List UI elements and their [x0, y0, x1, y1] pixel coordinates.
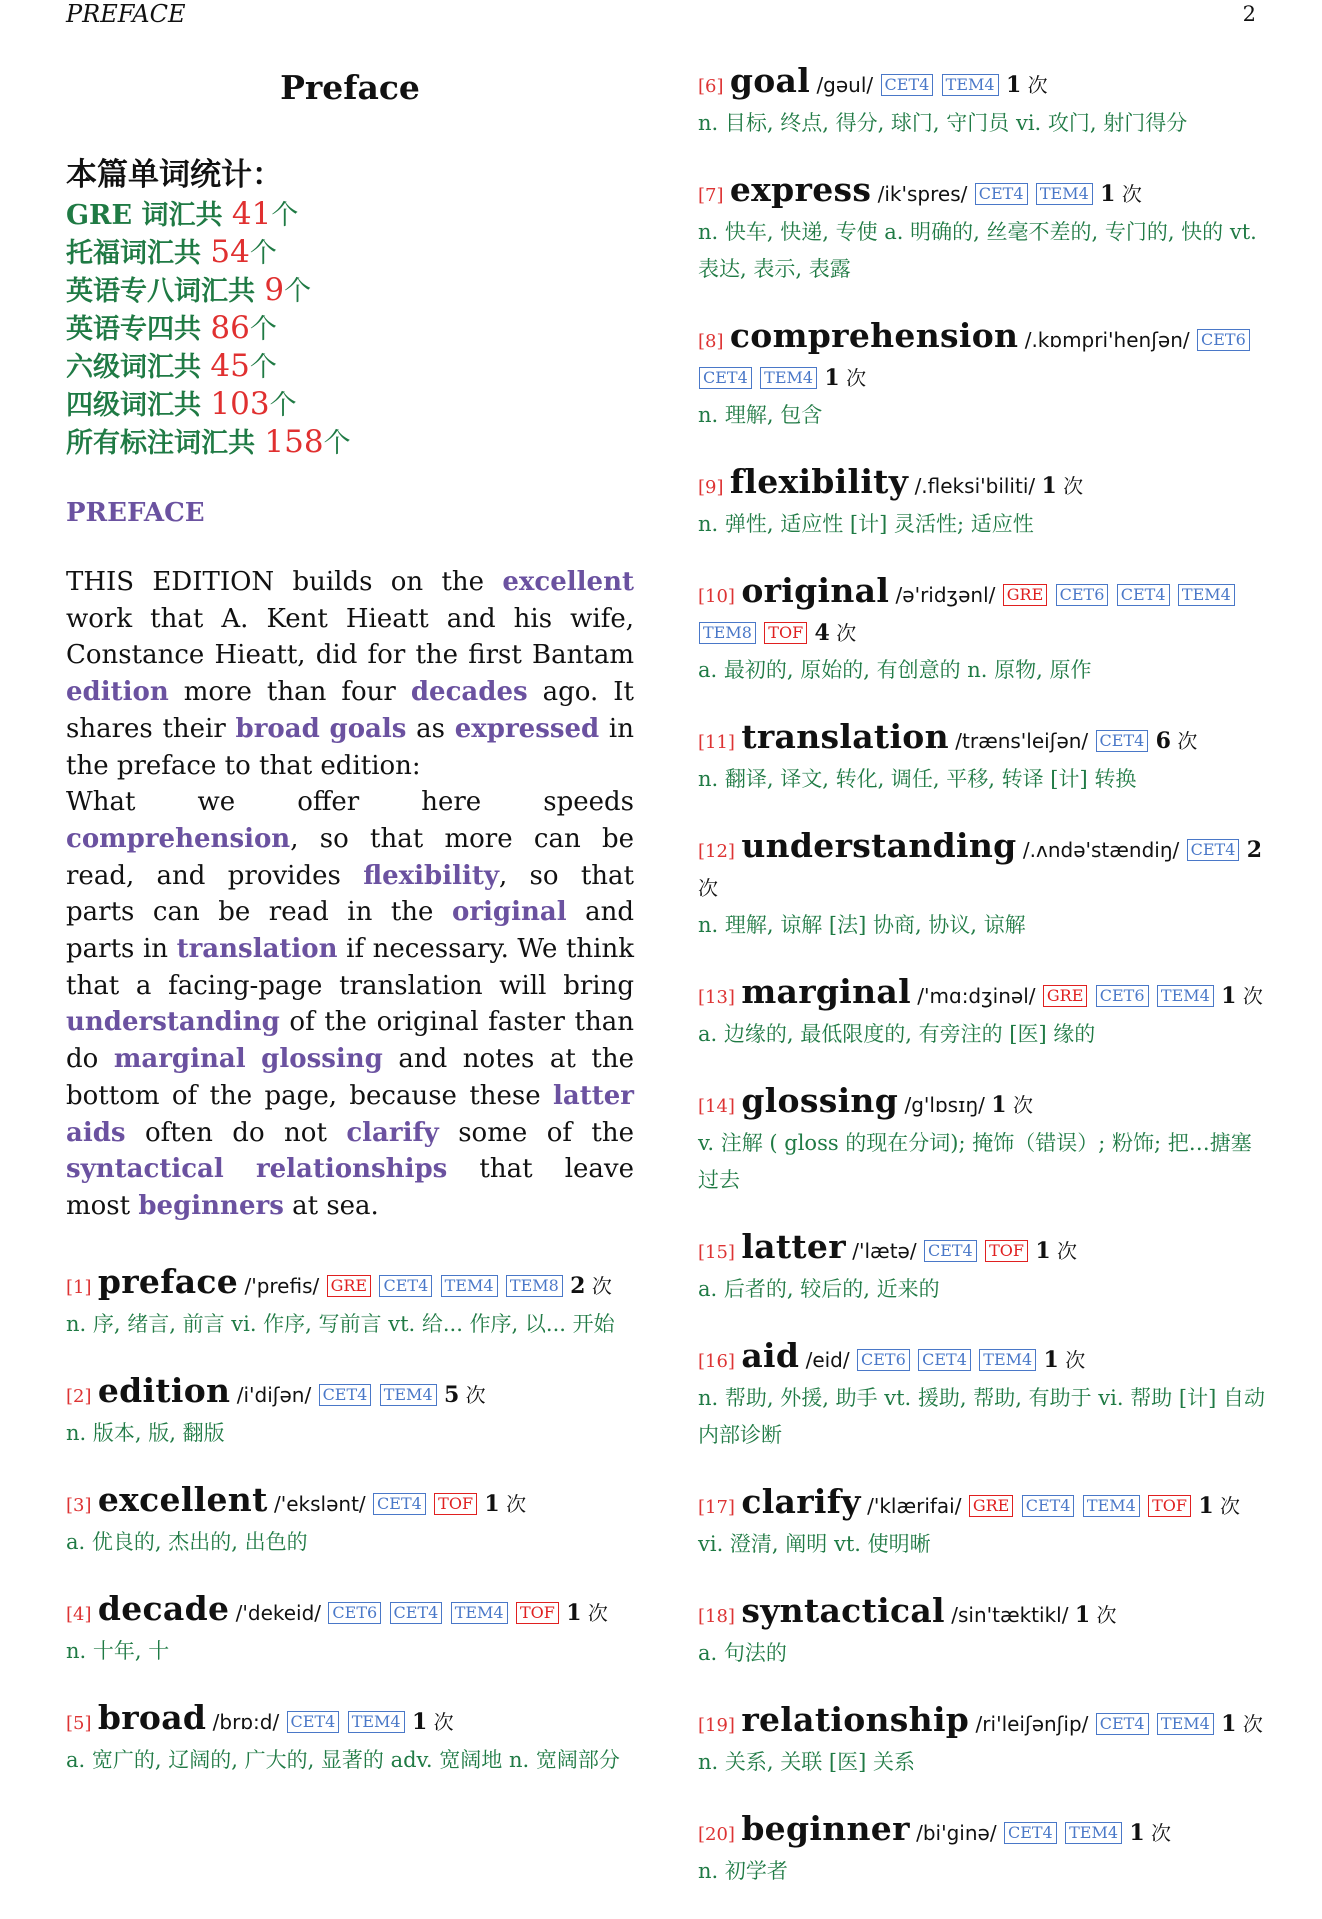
occurrence-count	[815, 621, 857, 645]
vocab-highlight: latter	[553, 1080, 634, 1111]
entry-head	[698, 718, 1268, 761]
exam-tag: CET4	[319, 1384, 372, 1406]
entry-head	[698, 1810, 1268, 1853]
occurrence-count	[991, 1093, 1033, 1117]
phonetic: /.fleksi'biliti/	[914, 474, 1036, 498]
entry-head	[698, 62, 1268, 105]
definition: n. 理解, 包含	[698, 403, 823, 427]
stat-count: 9	[264, 272, 285, 308]
entry-head	[66, 1699, 634, 1742]
count-number: 1	[1035, 1238, 1051, 1264]
count-number: 1	[991, 1092, 1007, 1118]
headword: syntactical	[741, 1591, 945, 1630]
entry-head	[698, 171, 1268, 214]
occurrence-count	[566, 1601, 608, 1625]
running-title: PREFACE	[66, 0, 186, 28]
preface-paragraph: THIS EDITION builds on the excellent work that A. Kent Hieatt and his wife, Constance Hieatt, did for the first Bantam edition more than four decades ago. It shares their broad goals as expressed in the preface to that edition:	[66, 567, 634, 781]
headword: latter	[741, 1227, 846, 1266]
exam-tag: CET4	[1117, 584, 1170, 606]
definition: n. 十年, 十	[66, 1638, 170, 1663]
entry-index: [20]	[698, 1824, 735, 1845]
stat-label: 英语专八词汇共	[66, 276, 265, 307]
definition: a. 后者的, 较后的, 近来的	[698, 1277, 940, 1301]
count-number: 6	[1155, 728, 1171, 754]
headword: excellent	[97, 1479, 268, 1519]
right-column	[698, 62, 1268, 1919]
definition: n. 快车, 快递, 专使 a. 明确的, 丝毫不差的, 专门的, 快的 vt. 表达, 表示, 表露	[698, 220, 1257, 281]
exam-tag: CET4	[1187, 839, 1240, 861]
exam-tag: TEM4	[1036, 183, 1093, 205]
vocab-entry	[698, 1810, 1268, 1890]
occurrence-count	[1156, 729, 1198, 753]
exam-tag: CET4	[373, 1493, 426, 1515]
headword: glossing	[741, 1081, 899, 1120]
count-suffix: 次	[587, 1600, 608, 1625]
definition: n. 目标, 终点, 得分, 球门, 守门员 vi. 攻门, 射门得分	[698, 111, 1188, 135]
stat-unit: 个	[323, 428, 351, 459]
headword: preface	[97, 1261, 239, 1301]
count-number: 1	[1198, 1493, 1214, 1519]
exam-tag: TEM4	[1178, 584, 1235, 606]
vocab-entry	[698, 1337, 1268, 1454]
exam-tag: TEM4	[348, 1711, 405, 1733]
definition: a. 句法的	[698, 1641, 787, 1665]
exam-tag: GRE	[1003, 584, 1048, 606]
exam-tag: CET6	[1197, 329, 1250, 351]
definition: a. 最初的, 原始的, 有创意的 n. 原物, 原作	[698, 658, 1092, 682]
exam-tag: CET4	[975, 183, 1028, 205]
vocab-highlight: translation	[176, 934, 338, 965]
headword: clarify	[741, 1482, 861, 1521]
definition: n. 理解, 谅解 [法] 协商, 协议, 谅解	[698, 913, 1026, 937]
exam-tag: CET4	[1096, 730, 1149, 752]
stats-lines	[66, 196, 634, 462]
count-number: 1	[1005, 72, 1022, 98]
entry-index: [2]	[66, 1385, 92, 1407]
count-number: 1	[1129, 1820, 1145, 1846]
vocab-highlight: clarify	[346, 1117, 439, 1148]
vocab-entry	[698, 463, 1268, 543]
headword: decade	[97, 1588, 230, 1628]
entry-index: [14]	[698, 1096, 735, 1117]
count-suffix: 次	[1242, 984, 1263, 1008]
vocab-highlight: decades	[410, 677, 528, 708]
headword: edition	[97, 1370, 231, 1410]
headword: comprehension	[729, 316, 1019, 355]
headword: relationship	[741, 1700, 970, 1739]
count-suffix: 次	[1177, 729, 1198, 753]
phonetic: /sin'tæktikl/	[951, 1603, 1069, 1627]
vocab-highlight: comprehension	[66, 823, 291, 854]
entry-head	[698, 463, 1268, 506]
exam-tag: TOF	[516, 1602, 559, 1624]
phonetic: /brɒ:d/	[212, 1709, 280, 1734]
count-suffix: 次	[433, 1709, 454, 1734]
definition: v. 注解 ( gloss 的现在分词); 掩饰（错误）; 粉饰; 把…搪塞过去	[698, 1131, 1252, 1192]
vocab-entry	[66, 1263, 634, 1343]
vocab-highlight: goals	[329, 713, 407, 744]
exam-tag: TEM8	[506, 1275, 563, 1297]
phonetic: /'ekslənt/	[273, 1491, 366, 1516]
entry-head	[698, 1228, 1268, 1271]
headword: aid	[741, 1336, 800, 1375]
exam-tag: TOF	[985, 1240, 1028, 1262]
stat-unit: 个	[249, 314, 277, 345]
count-suffix: 次	[1121, 182, 1142, 206]
stat-count: 86	[210, 310, 250, 346]
exam-tag: TOF	[1148, 1495, 1191, 1517]
definition: a. 宽广的, 辽阔的, 广大的, 显著的 adv. 宽阔地 n. 宽阔部分	[66, 1747, 620, 1772]
headword: broad	[97, 1697, 207, 1737]
word-stats	[66, 149, 634, 462]
count-suffix: 次	[846, 366, 867, 390]
left-column	[66, 62, 634, 1808]
exam-tag: TEM4	[942, 74, 999, 96]
entry-head	[698, 827, 1268, 907]
count-number: 4	[814, 620, 830, 646]
headword: marginal	[741, 972, 911, 1011]
vocab-highlight: broad	[235, 713, 320, 744]
vocab-entry	[698, 1228, 1268, 1308]
stat-line	[66, 310, 634, 348]
entry-index: [12]	[698, 841, 735, 862]
entry-head	[66, 1590, 634, 1633]
vocab-entry	[66, 1372, 634, 1452]
entry-index: [19]	[698, 1715, 735, 1736]
exam-tag: TEM4	[1065, 1822, 1122, 1844]
vocab-highlight: aids	[66, 1117, 126, 1148]
stat-count: 158	[264, 424, 324, 460]
definition: n. 弹性, 适应性 [计] 灵活性; 适应性	[698, 512, 1034, 536]
entry-head	[698, 1483, 1268, 1526]
definition: a. 边缘的, 最低限度的, 有旁注的 [医] 缘的	[698, 1022, 1096, 1046]
occurrence-count	[412, 1710, 454, 1734]
stat-line	[66, 272, 634, 310]
stat-label: 托福词汇共	[66, 238, 211, 269]
count-suffix: 次	[1220, 1494, 1241, 1518]
count-number: 1	[824, 365, 840, 391]
count-suffix: 次	[1242, 1712, 1263, 1736]
count-number: 1	[1041, 473, 1057, 499]
vocab-entry	[698, 973, 1268, 1053]
vocab-highlight: expressed	[454, 713, 600, 744]
exam-tag: TEM4	[451, 1602, 508, 1624]
count-suffix: 次	[465, 1382, 486, 1407]
headword: beginner	[741, 1809, 910, 1848]
count-number: 1	[484, 1490, 500, 1517]
occurrence-count	[1198, 1494, 1240, 1518]
entry-head	[698, 1701, 1268, 1744]
exam-tag: GRE	[969, 1495, 1014, 1517]
vocab-entry	[698, 827, 1268, 944]
count-number: 2	[1246, 837, 1263, 863]
exam-tag: TOF	[434, 1493, 477, 1515]
stat-label: 英语专四共	[66, 314, 211, 345]
vocab-entry	[698, 171, 1268, 288]
entry-index: [7]	[698, 185, 724, 206]
phonetic: /ri'leiʃənʃip/	[975, 1712, 1089, 1736]
count-number: 1	[1074, 1602, 1091, 1628]
definition: n. 关系, 关联 [医] 关系	[698, 1750, 915, 1774]
count-number: 1	[1221, 983, 1237, 1009]
stat-unit: 个	[249, 238, 277, 269]
exam-tag: TEM4	[979, 1349, 1036, 1371]
stat-count: 103	[210, 386, 270, 422]
phonetic: /.kɒmpri'henʃən/	[1024, 328, 1190, 352]
phonetic: /'prefis/	[244, 1273, 320, 1298]
phonetic: /'klærifai/	[867, 1494, 962, 1518]
phonetic: /'dekeid/	[235, 1600, 322, 1625]
headword: original	[741, 571, 890, 610]
occurrence-count	[1041, 474, 1083, 498]
stat-unit: 个	[284, 276, 312, 307]
vocab-entry	[698, 718, 1268, 798]
vocab-list-right	[698, 62, 1268, 1890]
entry-head	[698, 1082, 1268, 1125]
entry-head	[66, 1263, 634, 1306]
headword: translation	[741, 717, 949, 756]
exam-tag: CET4	[379, 1275, 432, 1297]
preface-paragraph: What we offer here speeds comprehension, so that more can be read, and provides flexibility, so that parts can be read in the original and parts in translation if necessary. We think that a facing-page translation will bring understanding of the original faster than do marginal glossing and notes at the bottom of the page, because these latter aids often do not clarify some of the syntactical relationships that leave most beginners at sea.	[66, 787, 635, 1221]
count-suffix: 次	[1057, 1239, 1078, 1263]
occurrence-count	[1075, 1603, 1117, 1627]
stat-line	[66, 196, 634, 234]
occurrence-count	[1100, 182, 1142, 206]
definition: vi. 澄清, 阐明 vt. 使明晰	[698, 1532, 931, 1556]
vocab-highlight: syntactical	[66, 1154, 224, 1185]
count-number: 1	[566, 1599, 582, 1626]
entry-head	[698, 973, 1268, 1016]
headword: flexibility	[729, 462, 909, 501]
vocab-entry	[66, 1481, 634, 1561]
occurrence-count	[1044, 1348, 1086, 1372]
entry-head	[698, 1337, 1268, 1380]
entry-index: [15]	[698, 1242, 735, 1263]
phonetic: /g'lɒsɪŋ/	[904, 1093, 985, 1117]
phonetic: /ik'spres/	[877, 182, 968, 206]
entry-index: [5]	[66, 1712, 92, 1734]
phonetic: /'lætə/	[852, 1239, 917, 1263]
vocab-entry	[698, 317, 1268, 434]
exam-tag: TEM4	[1157, 1713, 1214, 1735]
vocab-highlight: beginners	[138, 1190, 284, 1221]
exam-tag: TOF	[764, 622, 807, 644]
count-number: 1	[1221, 1711, 1237, 1737]
exam-tag: CET4	[918, 1349, 971, 1371]
vocab-highlight: flexibility	[363, 860, 499, 891]
occurrence-count	[1129, 1821, 1171, 1845]
stat-line	[66, 424, 634, 462]
exam-tag: TEM4	[1157, 985, 1214, 1007]
entry-index: [13]	[698, 987, 735, 1008]
vocab-entry	[698, 1082, 1268, 1199]
stat-unit: 个	[271, 200, 299, 231]
stats-title: 本篇单词统计：	[66, 157, 283, 193]
stat-label: 四级词汇共	[66, 390, 211, 421]
phonetic: /i'diʃən/	[236, 1382, 312, 1407]
definition: n. 帮助, 外援, 助手 vt. 援助, 帮助, 有助于 vi. 帮助 [计] 自动内部诊断	[698, 1386, 1265, 1447]
exam-tag: TEM4	[380, 1384, 437, 1406]
occurrence-count	[1006, 73, 1048, 97]
exam-tag: CET4	[287, 1711, 340, 1733]
stat-unit: 个	[269, 390, 297, 421]
phonetic: /bi'ginə/	[916, 1821, 997, 1845]
count-suffix: 次	[1063, 474, 1084, 498]
exam-tag: CET4	[1022, 1495, 1075, 1517]
count-suffix: 次	[1065, 1348, 1086, 1372]
occurrence-count	[444, 1383, 486, 1407]
headword: understanding	[741, 826, 1017, 865]
vocab-highlight: marginal	[113, 1044, 246, 1075]
vocab-entry	[698, 1701, 1268, 1781]
count-suffix: 次	[1027, 73, 1048, 97]
vocab-highlight: understanding	[66, 1007, 280, 1038]
entry-head	[698, 317, 1268, 397]
occurrence-count	[1035, 1239, 1077, 1263]
exam-tag: CET4	[699, 367, 752, 389]
definition: n. 翻译, 译文, 转化, 调任, 平移, 转译 [计] 转换	[698, 767, 1137, 791]
exam-tag: CET4	[1004, 1822, 1057, 1844]
exam-tag: CET6	[857, 1349, 910, 1371]
exam-tag: CET6	[1096, 985, 1149, 1007]
exam-tag: CET6	[328, 1602, 381, 1624]
occurrence-count	[1221, 984, 1263, 1008]
headword: goal	[729, 61, 811, 100]
vocab-entry	[698, 1592, 1268, 1672]
entry-head	[698, 572, 1268, 652]
entry-index: [4]	[66, 1603, 92, 1625]
section-heading: PREFACE	[66, 498, 205, 528]
headword: express	[729, 170, 872, 209]
preface-heading: Preface	[280, 68, 420, 107]
stat-line	[66, 348, 634, 386]
vocab-entry	[66, 1590, 634, 1670]
count-suffix: 次	[836, 621, 857, 645]
exam-tag: CET4	[881, 74, 934, 96]
vocab-highlight: glossing	[261, 1044, 383, 1075]
phonetic: /'mɑ:dʒinəl/	[917, 984, 1036, 1008]
stat-label: GRE 词汇共	[66, 200, 232, 231]
definition: n. 序, 绪言, 前言 vi. 作序, 写前言 vt. 给... 作序, 以... 开始	[66, 1311, 615, 1336]
stat-count: 41	[231, 196, 272, 232]
stat-count: 54	[210, 234, 250, 270]
exam-tag: CET4	[390, 1602, 443, 1624]
entry-index: [16]	[698, 1351, 735, 1372]
exam-tag: CET4	[924, 1240, 977, 1262]
entry-index: [3]	[66, 1494, 92, 1516]
definition: n. 初学者	[698, 1859, 788, 1883]
phonetic: /.ʌndə'stændiŋ/	[1022, 838, 1180, 862]
phonetic: /gəul/	[816, 73, 874, 97]
entry-head	[698, 1592, 1268, 1635]
count-number: 5	[443, 1381, 460, 1408]
occurrence-count	[1221, 1712, 1263, 1736]
stat-label: 六级词汇共	[66, 352, 211, 383]
definition: n. 版本, 版, 翻版	[66, 1420, 225, 1445]
occurrence-count	[570, 1274, 612, 1298]
stat-line	[66, 234, 634, 272]
vocab-entry	[698, 572, 1268, 689]
count-number: 1	[1043, 1347, 1059, 1373]
entry-index: [6]	[698, 76, 724, 97]
vocab-highlight: relationships	[255, 1154, 448, 1185]
stat-label: 所有标注词汇共	[66, 428, 265, 459]
vocab-entry	[698, 62, 1268, 142]
page-number: 2	[1242, 2, 1256, 26]
count-suffix: 次	[1096, 1603, 1117, 1627]
count-suffix: 次	[698, 876, 718, 900]
exam-tag: GRE	[1043, 985, 1088, 1007]
count-number: 1	[411, 1708, 428, 1735]
stat-count: 45	[210, 348, 250, 384]
exam-tag: TEM4	[1083, 1495, 1140, 1517]
entry-head	[66, 1372, 634, 1415]
stat-unit: 个	[249, 352, 277, 383]
vocab-list-left	[66, 1263, 634, 1779]
entry-index: [18]	[698, 1606, 735, 1627]
stat-line	[66, 386, 634, 424]
occurrence-count	[824, 366, 866, 390]
exam-tag: TEM4	[441, 1275, 498, 1297]
entry-index: [8]	[698, 331, 724, 352]
entry-index: [17]	[698, 1497, 735, 1518]
count-suffix: 次	[506, 1491, 527, 1516]
preface-body	[66, 564, 634, 1225]
exam-tag: CET6	[1056, 584, 1109, 606]
count-suffix: 次	[1151, 1821, 1172, 1845]
exam-tag: TEM8	[699, 622, 756, 644]
exam-tag: CET4	[1096, 1713, 1149, 1735]
vocab-entry	[698, 1483, 1268, 1563]
occurrence-count	[484, 1492, 526, 1516]
count-number: 1	[1100, 181, 1116, 207]
entry-head	[66, 1481, 634, 1524]
exam-tag: TEM4	[760, 367, 817, 389]
count-suffix: 次	[1012, 1093, 1033, 1117]
vocab-highlight: excellent	[502, 567, 634, 597]
entry-index: [11]	[698, 732, 735, 753]
phonetic: /eid/	[805, 1348, 850, 1372]
count-number: 2	[570, 1272, 586, 1299]
entry-index: [1]	[66, 1276, 92, 1298]
phonetic: /træns'leiʃən/	[955, 729, 1089, 753]
vocab-highlight: original	[451, 897, 567, 928]
phonetic: /ə'ridʒənl/	[895, 583, 996, 607]
exam-tag: GRE	[327, 1275, 372, 1297]
entry-index: [10]	[698, 586, 735, 607]
vocab-highlight: edition	[66, 677, 169, 708]
definition: a. 优良的, 杰出的, 出色的	[66, 1529, 308, 1554]
vocab-entry	[66, 1699, 634, 1779]
count-suffix: 次	[591, 1273, 612, 1298]
entry-index: [9]	[698, 477, 724, 498]
